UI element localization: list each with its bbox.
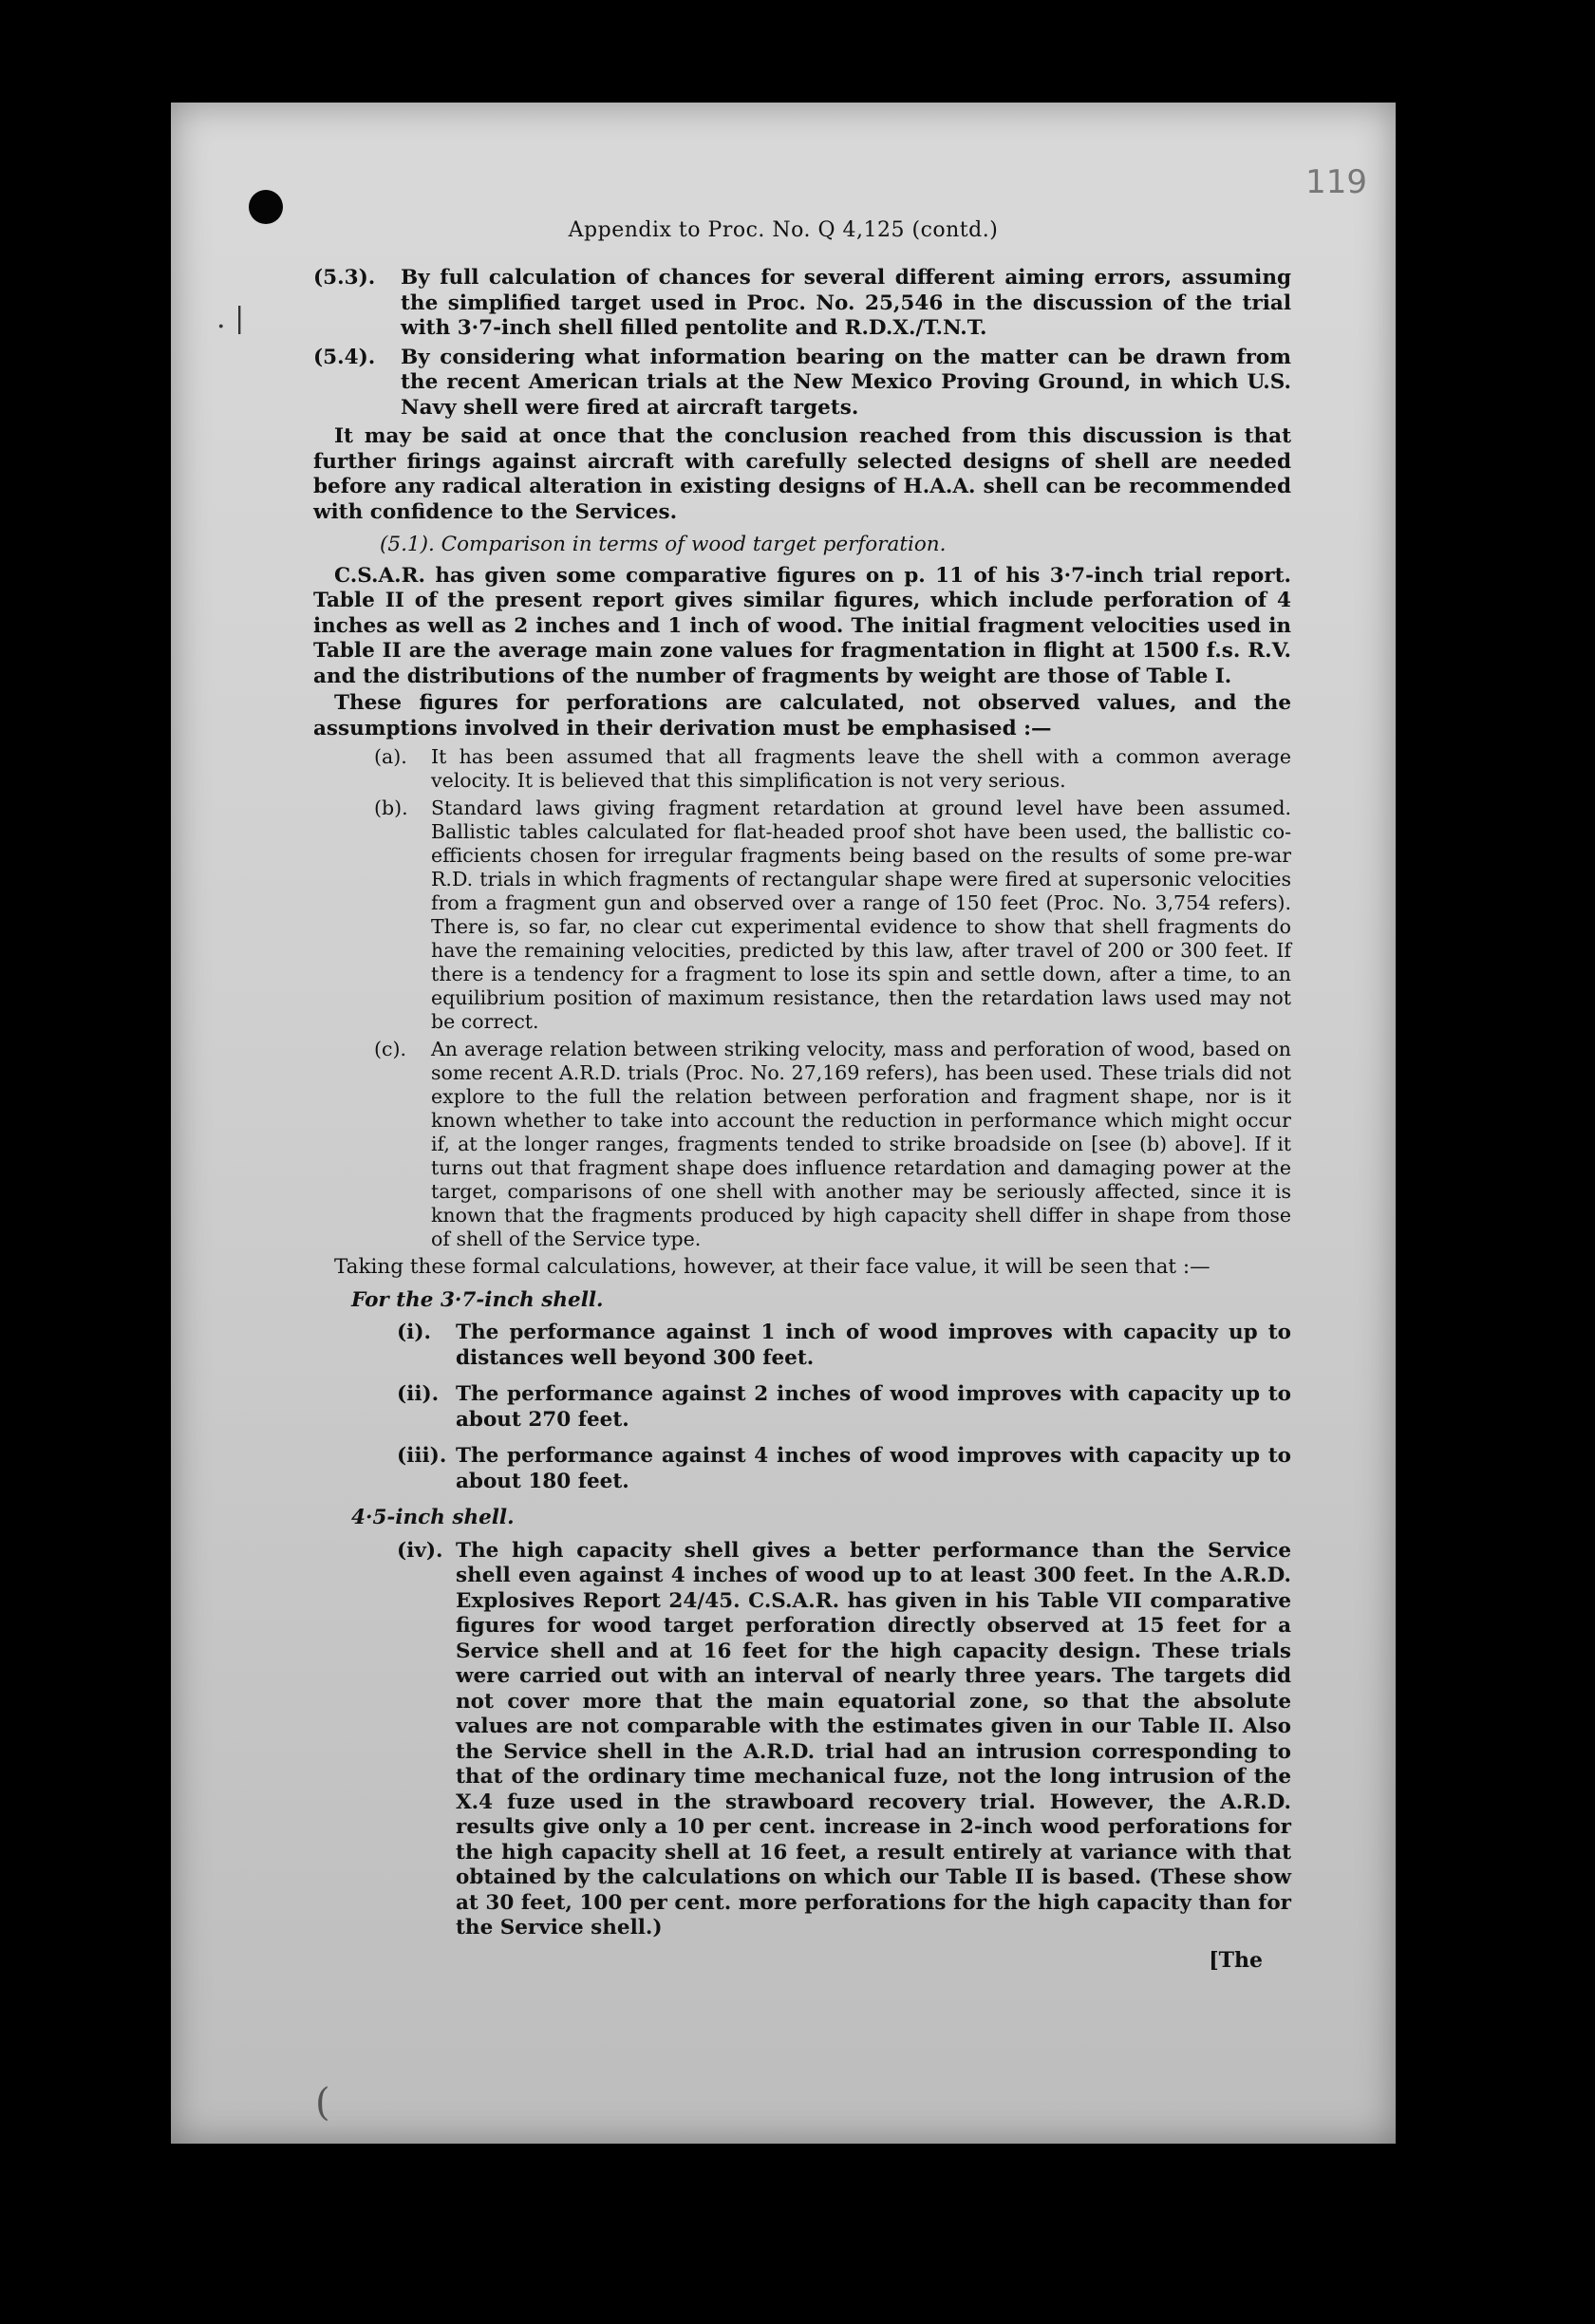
shell-heading: For the 3·7-inch shell.	[351, 1287, 604, 1312]
item-number: (iii).	[397, 1444, 447, 1468]
item-text: It has been assumed that all fragments leave the shell with a common average velocity. It is believed that this simplification is not very serious.	[431, 745, 1291, 792]
bottom-mark: (	[315, 2081, 330, 2125]
item-number: (a).	[374, 745, 407, 768]
section-paragraph: C.S.A.R. has given some comparative figures on p. 11 of his 3·7-inch trial report. Table II of the present report gives similar figures, which include perforation of 4 inches as well as 2 inches and 1 inch of wood. The initial fragment velocities used in Table II are the average main zone values for fragmentation in flight at 1500 f.s. R.V. and the distributions of the number of fragments by weight are those of Table I.	[313, 563, 1291, 688]
section-paragraph: These figures for perforations are calculated, not observed values, and the assumptions involved in their derivation must be emphasised :—	[313, 691, 1291, 740]
item-number: (b).	[374, 797, 408, 819]
page-header: Appendix to Proc. No. Q 4,125 (contd.)	[568, 218, 999, 242]
margin-mark: . |	[216, 302, 245, 335]
item-text: Standard laws giving fragment retardation at ground level have been assumed. Ballistic tables calculated for flat-headed proof shot have been used, the ballistic co-efficients chosen for irregular fragments being based on the results of some pre-war R.D. trials in which fragments of rectangular shape were fired at supersonic velocities from a fragment gun and observed over a range of 150 feet (Proc. No. 3,754 refers). There is, so far, no clear cut experimental evidence to show that shell fragments do have the remaining velocities, predicted by this law, after travel of 200 or 300 feet. If there is a tendency for a fragment to lose its spin and settle down, after a time, to an equilibrium position of maximum resistance, then the retardation laws used may not be correct.	[431, 797, 1291, 1033]
item-number: (i).	[397, 1321, 431, 1344]
item-number: (c).	[374, 1038, 406, 1060]
shell-heading: 4·5-inch shell.	[351, 1506, 515, 1529]
item-text: The high capacity shell gives a better performance than the Service shell even against 4 inches of wood up to at least 300 feet. In the A.R.D. Explosives Report 24/45. C.S.A.R. has given in his Table VII comparative figures for wood target perforation directly observed at 15 feet for a Service shell and at 16 feet for the high capacity design. These trials were carried out with an interval of nearly three years. The targets did not cover more that the main equatorial zone, so that the absolute values are not comparable with the estimates given in our Table II. Also the Service shell in the A.R.D. trial had an intrusion corresponding to that of the ordinary time mechanical fuze, not the long intrusion of the X.4 fuze used in the strawboard recovery trial. However, the A.R.D. results give only a 10 per cent. increase in 2-inch wood perforations for the high capacity shell at 16 feet, a result entirely at variance with that obtained by the calculations on which our Table II is based. (These show at 30 feet, 100 per cent. more perforations for the high capacity than for the Service shell.)	[456, 1538, 1291, 1940]
item-number: (5.4).	[313, 345, 376, 369]
assumption-item	[313, 797, 1291, 1034]
item-text: By full calculation of chances for several different aiming errors, assuming the simplified target used in Proc. No. 25,546 in the discussion of the trial with 3·7-inch shell filled pentolite and R.D.X./T.N.T.	[401, 266, 1291, 340]
item-number: (5.3).	[313, 266, 376, 290]
section-heading: (5.1). Comparison in terms of wood target perforation.	[380, 533, 947, 556]
assumption-item	[313, 745, 1291, 793]
method-item	[313, 346, 1291, 422]
item-text: The performance against 1 inch of wood improves with capacity up to distances well beyond 300 feet.	[456, 1321, 1291, 1370]
finding-item	[313, 1444, 1291, 1494]
page-content	[313, 266, 1291, 1953]
assumption-item	[313, 1038, 1291, 1251]
item-text: The performance against 2 inches of wood improves with capacity up to about 270 feet.	[456, 1382, 1291, 1432]
conclusion-paragraph: It may be said at once that the conclusion reached from this discussion is that further firings against aircraft with carefully selected designs of shell are needed before any radical alteration in existing designs of H.A.A. shell can be recommended with confidence to the Services.	[313, 424, 1291, 524]
finding-item	[313, 1321, 1291, 1371]
item-text: An average relation between striking velocity, mass and perforation of wood, based on some recent A.R.D. trials (Proc. No. 27,169 refers), has been used. These trials did not explore to the full the relation between perforation and fragment shape, nor is it known whether to take into account the reduction in performance which might occur if, at the longer ranges, fragments tended to strike broadside on [see (b) above]. If it turns out that fragment shape does influence retardation and damaging power at the target, comparisons of one shell with another may be seriously affected, since it is known that the fragments produced by high capacity shell differ in shape from those of shell of the Service type.	[431, 1038, 1291, 1250]
document-page	[171, 103, 1396, 2144]
folio-number: 119	[1305, 163, 1367, 201]
item-number: (ii).	[397, 1382, 440, 1406]
catchword: [The	[1209, 1948, 1263, 1973]
item-number: (iv).	[397, 1538, 443, 1563]
finding-item	[313, 1382, 1291, 1433]
item-text: By considering what information bearing on the matter can be drawn from the recent American trials at the New Mexico Proving Ground, in which U.S. Navy shell were fired at aircraft targets.	[401, 345, 1291, 420]
method-item	[313, 266, 1291, 342]
finding-item	[313, 1539, 1291, 1941]
taking-paragraph: Taking these formal calculations, however, at their face value, it will be seen that :—	[334, 1255, 1210, 1279]
item-text: The performance against 4 inches of wood improves with capacity up to about 180 feet.	[456, 1444, 1291, 1493]
